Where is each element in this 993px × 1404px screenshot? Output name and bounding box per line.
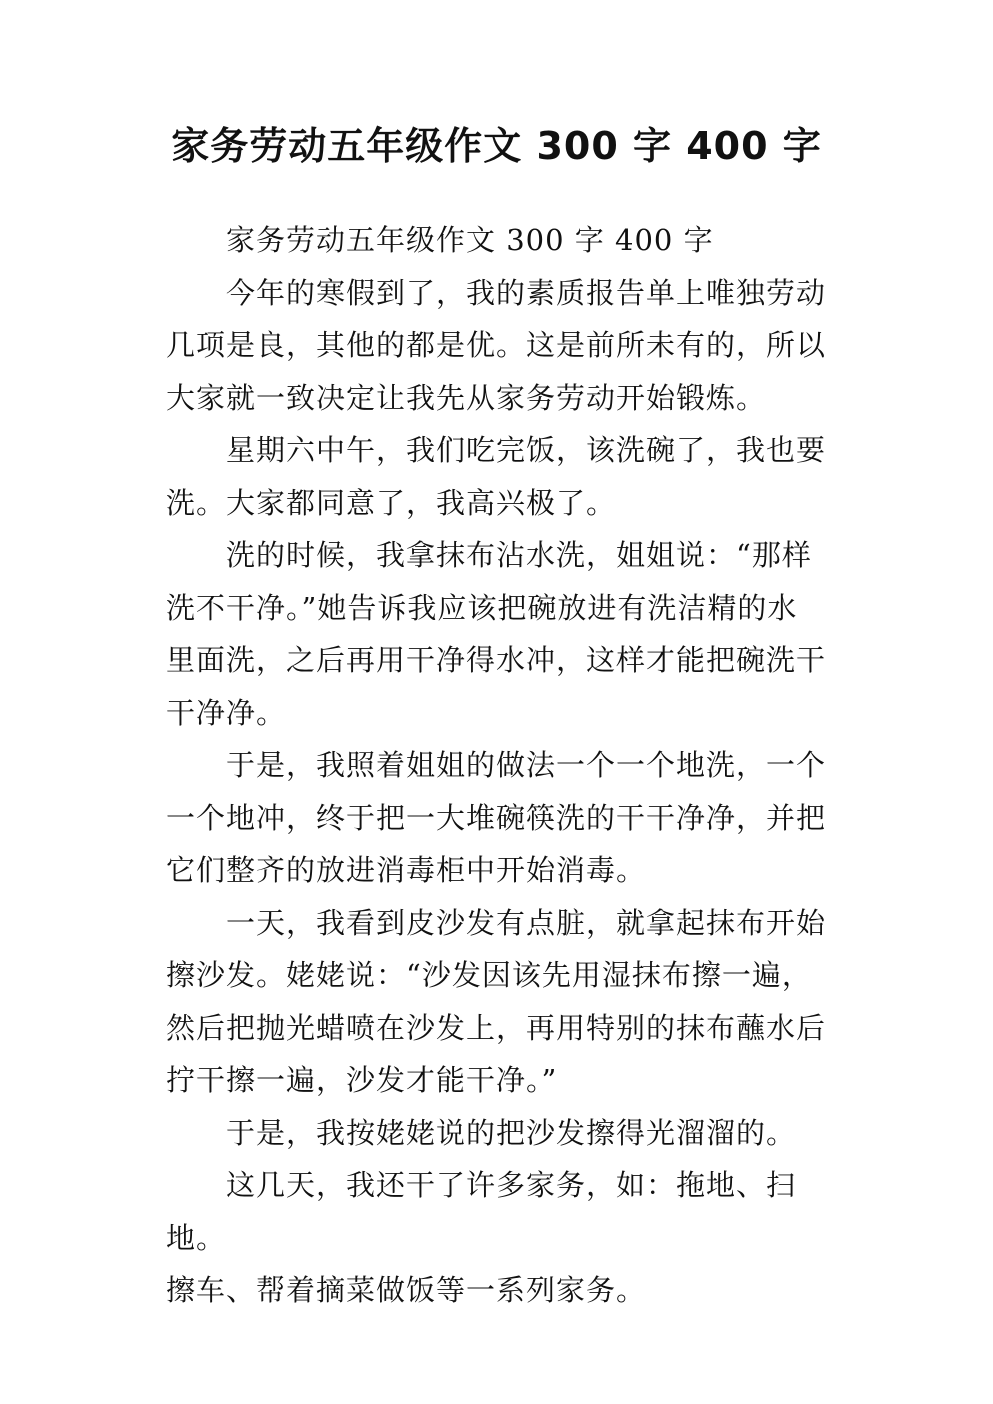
paragraph: 星期六中午，我们吃完饭，该洗碗了，我也要 洗。大家都同意了，我高兴极了。 (166, 433, 827, 520)
paragraph: 今年的寒假到了，我的素质报告单上唯独劳动 几项是良，其他的都是优。这是前所未有的，所以 大家就一致决定让我先从家务劳动开始锻炼。 (166, 275, 827, 415)
document-body (166, 214, 831, 1317)
paragraph: 于是，我照着姐姐的做法一个一个地洗，一个 一个地冲，终于把一大堆碗筷洗的干干净净，并把 它们整齐的放进消毒柜中开始消毒。 (166, 748, 827, 887)
document-title: 家务劳动五年级作文 300 字 400 字 (171, 124, 822, 168)
paragraph: 这几天，我还干了许多家务，如：拖地、扫地。 擦车、帮着摘菜做饭等一系列家务。 (166, 1168, 797, 1307)
paragraph: 于是，我按姥姥说的把沙发擦得光溜溜的。 (226, 1115, 797, 1150)
paragraph-subtitle: 家务劳动五年级作文 300 字 400 字 (226, 223, 714, 257)
paragraph: 洗的时候，我拿抹布沾水洗，姐姐说：“那样 洗不干净。”她告诉我应该把碗放进有洗洁精的水 里面洗，之后再用干净得水冲，这样才能把碗洗干 干净净。 (166, 538, 827, 730)
paragraph: 一天，我看到皮沙发有点脏，就拿起抹布开始 擦沙发。姥姥说：“沙发因该先用湿抹布擦一遍， 然后把抛光蜡喷在沙发上，再用特别的抹布蘸水后 拧干擦一遍，沙发才能干净。” (166, 905, 827, 1097)
